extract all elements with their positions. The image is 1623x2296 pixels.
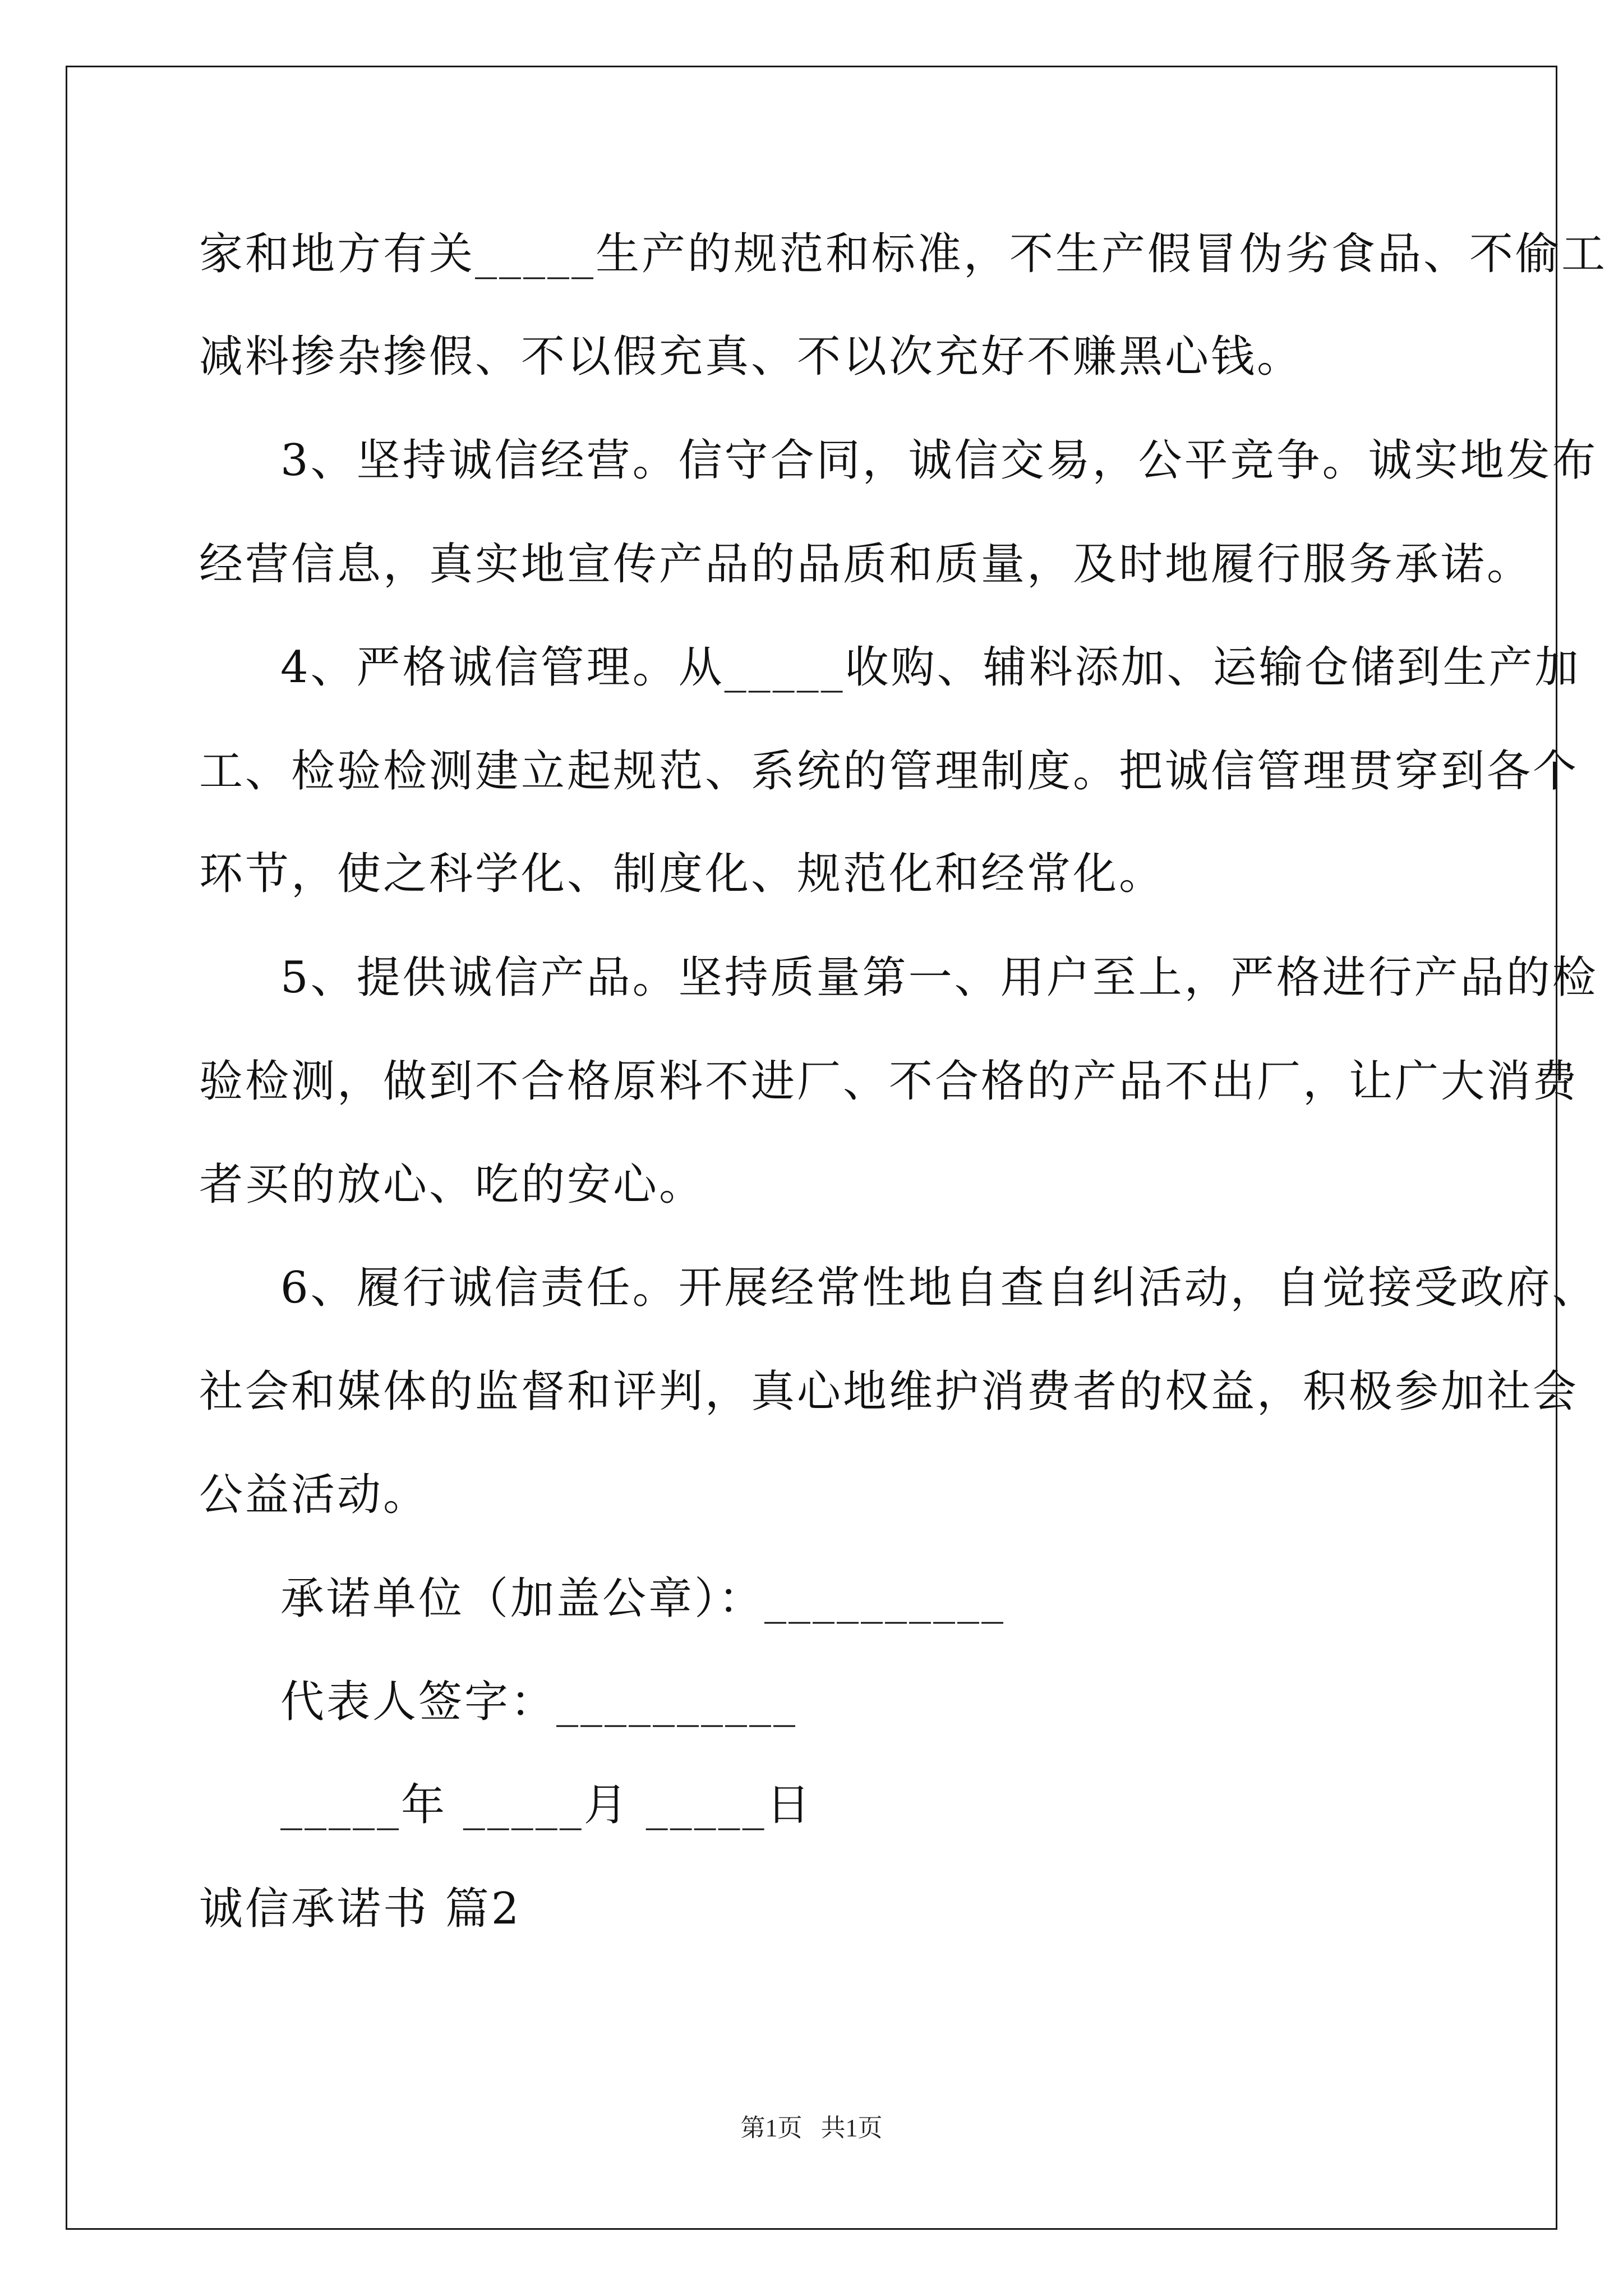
body-line: 社会和媒体的监督和评判，真心地维护消费者的权益，积极参加社会 [199, 1366, 1579, 1417]
paragraph-4-start: 4、严格诚信管理。从_____收购、辅料添加、运输仓储到生产加 [280, 642, 1581, 693]
section-heading: 诚信承诺书 篇2 [199, 1884, 522, 1934]
paragraph-3-start: 3、坚持诚信经营。信守合同，诚信交易，公平竞争。诚实地发布 [280, 435, 1598, 486]
signing-unit-field: 承诺单位（加盖公章）：__________ [280, 1573, 1006, 1624]
body-line: 者买的放心、吃的安心。 [199, 1159, 706, 1210]
body-line: 环节，使之科学化、制度化、规范化和经常化。 [199, 849, 1165, 899]
body-line: 公益活动。 [199, 1470, 430, 1520]
body-line: 经营信息，真实地宣传产品的品质和质量，及时地履行服务承诺。 [199, 539, 1533, 590]
body-line: 验检测，做到不合格原料不进厂、不合格的产品不出厂，让广大消费 [199, 1056, 1579, 1107]
page-number: 第1页 共1页 [740, 2114, 883, 2142]
body-line: 工、检验检测建立起规范、系统的管理制度。把诚信管理贯穿到各个 [199, 746, 1579, 797]
body-line: 家和地方有关_____生产的规范和标准，不生产假冒伪劣食品、不偷工 [199, 229, 1608, 279]
body-line: 减料掺杂掺假、不以假充真、不以次充好不赚黑心钱。 [199, 332, 1303, 382]
paragraph-6-start: 6、履行诚信责任。开展经常性地自查自纠活动，自觉接受政府、 [280, 1263, 1598, 1313]
date-field: _____年 _____月 _____日 [280, 1780, 813, 1830]
paragraph-5-start: 5、提供诚信产品。坚持质量第一、用户至上，严格进行产品的检 [280, 953, 1598, 1003]
representative-signature-field: 代表人签字：__________ [280, 1677, 798, 1727]
